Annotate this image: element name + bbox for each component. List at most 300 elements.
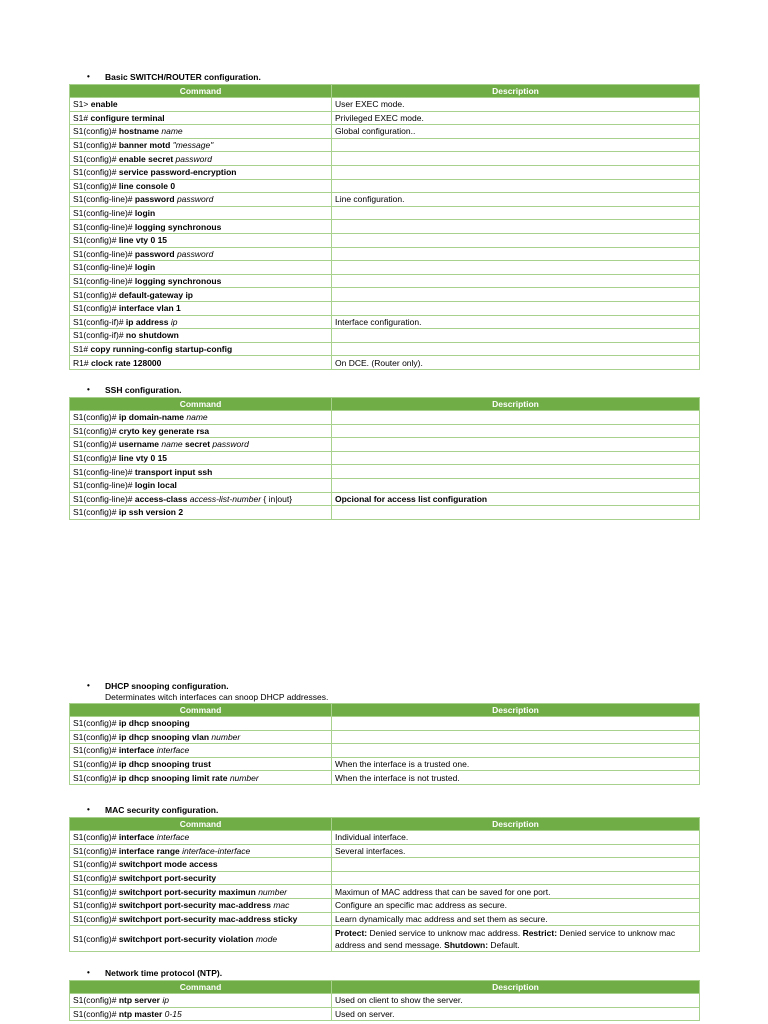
command-cell bbox=[70, 912, 332, 926]
command-argument: name bbox=[161, 439, 183, 450]
command-keyword: clock rate 128000 bbox=[90, 357, 162, 368]
bullet-icon: • bbox=[87, 681, 90, 690]
command-cell bbox=[70, 233, 332, 247]
command-cell bbox=[70, 492, 332, 506]
description-cell bbox=[332, 342, 700, 356]
description-cell bbox=[332, 152, 700, 166]
description-cell bbox=[332, 98, 700, 112]
command-cell bbox=[70, 152, 332, 166]
command-keyword: switchport mode access bbox=[118, 859, 218, 870]
command-cell bbox=[70, 506, 332, 520]
command-argument: number bbox=[211, 731, 241, 742]
section-basic-config bbox=[69, 70, 699, 370]
description-cell bbox=[332, 138, 700, 152]
description-cell bbox=[332, 757, 700, 771]
command-keyword: login local bbox=[134, 480, 177, 491]
command-keyword: switchport port-security bbox=[118, 873, 217, 884]
description-cell bbox=[332, 730, 700, 744]
command-cell bbox=[70, 465, 332, 479]
table-row bbox=[70, 717, 700, 731]
description-text: User EXEC mode. bbox=[335, 99, 405, 110]
table-row bbox=[70, 315, 700, 329]
description-cell bbox=[332, 411, 700, 425]
command-prompt: S1(config)# bbox=[73, 859, 119, 870]
command-keyword: secret bbox=[182, 439, 213, 450]
description-cell bbox=[332, 288, 700, 302]
table-row bbox=[70, 492, 700, 506]
table-row bbox=[70, 179, 700, 193]
command-keyword: switchport port-security mac-address sticky bbox=[118, 913, 298, 924]
command-cell bbox=[70, 730, 332, 744]
command-cell bbox=[70, 315, 332, 329]
command-prompt: S1# bbox=[73, 112, 91, 123]
command-keyword: ip dhcp snooping vlan bbox=[118, 731, 212, 742]
command-cell bbox=[70, 411, 332, 425]
command-cell bbox=[70, 438, 332, 452]
command-argument: interface bbox=[156, 745, 190, 756]
command-cell bbox=[70, 771, 332, 785]
command-prompt: S1(config-line)# bbox=[73, 466, 135, 477]
table-row bbox=[70, 342, 700, 356]
description-cell bbox=[332, 247, 700, 261]
command-argument: 0-15 bbox=[164, 1008, 182, 1019]
command-keyword: cryto key generate rsa bbox=[118, 425, 210, 436]
table-row bbox=[70, 274, 700, 288]
command-prompt: S1(config)# bbox=[73, 772, 119, 783]
command-keyword: interface bbox=[118, 745, 157, 756]
description-cell bbox=[332, 898, 700, 912]
command-keyword: banner motd bbox=[118, 140, 173, 151]
description-cell bbox=[332, 329, 700, 343]
description-text: When the interface is a trusted one. bbox=[335, 759, 470, 770]
command-argument: number bbox=[258, 886, 288, 897]
command-prompt: S1> bbox=[73, 99, 91, 110]
description-text: Interface configuration. bbox=[335, 316, 422, 327]
command-argument: ip bbox=[162, 995, 169, 1006]
table-header-row bbox=[70, 398, 700, 411]
description-cell bbox=[332, 179, 700, 193]
heading-text: Basic SWITCH/ROUTER configuration. bbox=[105, 72, 261, 82]
command-cell bbox=[70, 125, 332, 139]
description-cell bbox=[332, 206, 700, 220]
command-prompt: S1(config)# bbox=[73, 303, 119, 314]
table-header-row bbox=[70, 981, 700, 994]
table-row bbox=[70, 831, 700, 845]
command-prompt: S1(config-if)# bbox=[73, 316, 126, 327]
description-cell bbox=[332, 994, 700, 1008]
command-keyword: ip dhcp snooping trust bbox=[118, 759, 211, 770]
description-cell bbox=[332, 492, 700, 506]
command-cell bbox=[70, 994, 332, 1008]
table-row bbox=[70, 730, 700, 744]
description-text: When the interface is not trusted. bbox=[335, 772, 460, 783]
command-argument: mode bbox=[255, 933, 278, 944]
command-keyword: login bbox=[134, 208, 156, 219]
table-row bbox=[70, 744, 700, 758]
description-cell bbox=[332, 771, 700, 785]
description-cell bbox=[332, 858, 700, 872]
command-keyword: ip ssh version 2 bbox=[118, 507, 184, 518]
command-prompt: S1(config-if)# bbox=[73, 330, 126, 341]
table-row bbox=[70, 465, 700, 479]
command-keyword: service password-encryption bbox=[118, 167, 237, 178]
description-text: Maximun of MAC address that can be saved for one port. bbox=[335, 886, 551, 897]
command-prompt: S1(config-line)# bbox=[73, 221, 135, 232]
description-cell bbox=[332, 885, 700, 899]
description-text: Learn dynamically mac address and set them as secure. bbox=[335, 913, 548, 924]
table-row bbox=[70, 912, 700, 926]
description-cell bbox=[332, 220, 700, 234]
description-text: Denied service to unknow mac address and send message. bbox=[335, 927, 676, 950]
description-cell bbox=[332, 111, 700, 125]
command-keyword: password bbox=[134, 248, 177, 259]
bullet-icon: • bbox=[87, 72, 90, 81]
command-prompt: S1(config)# bbox=[73, 745, 119, 756]
command-table bbox=[69, 397, 700, 520]
command-prompt: S1(config)# bbox=[73, 235, 119, 246]
command-argument: "message" bbox=[172, 140, 214, 151]
command-prompt: S1# bbox=[73, 343, 91, 354]
description-text: Used on server. bbox=[335, 1008, 395, 1019]
table-row bbox=[70, 1007, 700, 1021]
command-cell bbox=[70, 744, 332, 758]
section-heading bbox=[69, 679, 699, 693]
description-text: Individual interface. bbox=[335, 832, 409, 843]
command-keyword: ip dhcp snooping bbox=[118, 718, 190, 729]
description-cell bbox=[332, 424, 700, 438]
column-header-description: Description bbox=[332, 704, 700, 717]
table-row bbox=[70, 206, 700, 220]
description-cell bbox=[332, 871, 700, 885]
command-prompt: S1(config)# bbox=[73, 425, 119, 436]
description-text: Several interfaces. bbox=[335, 845, 406, 856]
description-cell bbox=[332, 261, 700, 275]
table-row bbox=[70, 994, 700, 1008]
command-table bbox=[69, 84, 700, 370]
column-header-description: Description bbox=[332, 981, 700, 994]
command-cell bbox=[70, 288, 332, 302]
table-row bbox=[70, 871, 700, 885]
table-row bbox=[70, 233, 700, 247]
description-cell bbox=[332, 717, 700, 731]
command-prompt: S1(config-line)# bbox=[73, 276, 135, 287]
description-cell bbox=[332, 926, 700, 952]
command-cell bbox=[70, 871, 332, 885]
command-cell bbox=[70, 329, 332, 343]
description-text: Denied service to unknow mac address. bbox=[367, 927, 523, 938]
command-argument: access-list-number bbox=[189, 493, 262, 504]
command-argument: password bbox=[212, 439, 249, 450]
description-cell bbox=[332, 233, 700, 247]
table-row bbox=[70, 98, 700, 112]
heading-text: MAC security configuration. bbox=[105, 805, 219, 815]
table-row bbox=[70, 111, 700, 125]
command-prompt: S1(config)# bbox=[73, 167, 119, 178]
description-text: Configure an specific mac address as secure. bbox=[335, 900, 507, 911]
section-mac-security-config bbox=[69, 803, 699, 952]
command-table bbox=[69, 980, 700, 1021]
command-keyword: ip domain-name bbox=[118, 412, 187, 423]
command-keyword: ip dhcp snooping limit rate bbox=[118, 772, 230, 783]
description-mode-label: Shutdown: bbox=[444, 939, 489, 950]
command-cell bbox=[70, 98, 332, 112]
command-cell bbox=[70, 1007, 332, 1021]
section-heading bbox=[69, 70, 699, 84]
description-text: Default. bbox=[488, 939, 520, 950]
description-cell bbox=[332, 831, 700, 845]
command-cell bbox=[70, 111, 332, 125]
command-cell bbox=[70, 478, 332, 492]
command-prompt: S1(config)# bbox=[73, 507, 119, 518]
table-row bbox=[70, 329, 700, 343]
bullet-icon: • bbox=[87, 385, 90, 394]
table-row bbox=[70, 757, 700, 771]
command-keyword: hostname bbox=[118, 126, 162, 137]
column-header-command: Command bbox=[70, 818, 332, 831]
table-row bbox=[70, 844, 700, 858]
command-keyword: ntp server bbox=[118, 995, 163, 1006]
command-keyword: line vty 0 15 bbox=[118, 235, 168, 246]
command-keyword: username bbox=[118, 439, 162, 450]
command-cell bbox=[70, 831, 332, 845]
section-ntp-config bbox=[69, 966, 699, 1021]
command-table bbox=[69, 817, 700, 952]
command-prompt: S1(config)# bbox=[73, 140, 119, 151]
command-cell bbox=[70, 757, 332, 771]
section-heading bbox=[69, 966, 699, 980]
command-keyword: ntp master bbox=[118, 1008, 165, 1019]
table-row bbox=[70, 138, 700, 152]
command-keyword: interface bbox=[118, 832, 157, 843]
command-cell bbox=[70, 926, 332, 952]
command-prompt: S1(config)# bbox=[73, 412, 119, 423]
heading-text: DHCP snooping configuration. bbox=[105, 681, 229, 691]
table-header-row bbox=[70, 85, 700, 98]
description-cell bbox=[332, 478, 700, 492]
description-cell bbox=[332, 451, 700, 465]
description-cell bbox=[332, 125, 700, 139]
command-keyword: logging synchronous bbox=[134, 221, 222, 232]
section-heading bbox=[69, 383, 699, 397]
command-cell bbox=[70, 206, 332, 220]
description-cell bbox=[332, 912, 700, 926]
table-row bbox=[70, 885, 700, 899]
command-prompt: S1(config)# bbox=[73, 832, 119, 843]
description-cell bbox=[332, 356, 700, 370]
command-prompt: S1(config-line)# bbox=[73, 248, 135, 259]
command-keyword: login bbox=[134, 262, 156, 273]
command-prompt: S1(config-line)# bbox=[73, 493, 135, 504]
command-argument: mac bbox=[273, 900, 290, 911]
table-header-row bbox=[70, 704, 700, 717]
command-keyword: switchport port-security maximun bbox=[118, 886, 259, 897]
description-cell bbox=[332, 844, 700, 858]
command-cell bbox=[70, 342, 332, 356]
command-cell bbox=[70, 193, 332, 207]
table-row bbox=[70, 926, 700, 952]
table-row bbox=[70, 193, 700, 207]
table-row bbox=[70, 506, 700, 520]
command-prompt: S1(config)# bbox=[73, 1008, 119, 1019]
command-cell bbox=[70, 179, 332, 193]
description-cell bbox=[332, 438, 700, 452]
description-cell bbox=[332, 465, 700, 479]
command-keyword: line vty 0 15 bbox=[118, 453, 168, 464]
command-cell bbox=[70, 247, 332, 261]
command-cell bbox=[70, 424, 332, 438]
command-prompt: S1(config)# bbox=[73, 995, 119, 1006]
command-prompt: S1(config-line)# bbox=[73, 208, 135, 219]
table-row bbox=[70, 165, 700, 179]
description-cell bbox=[332, 506, 700, 520]
command-keyword: switchport port-security mac-address bbox=[118, 900, 274, 911]
description-cell bbox=[332, 315, 700, 329]
table-row bbox=[70, 478, 700, 492]
table-row bbox=[70, 301, 700, 315]
command-keyword: default-gateway ip bbox=[118, 289, 193, 300]
command-options: { in|out} bbox=[261, 493, 293, 504]
command-cell bbox=[70, 356, 332, 370]
command-prompt: S1(config)# bbox=[73, 289, 119, 300]
description-cell bbox=[332, 193, 700, 207]
command-argument: password bbox=[175, 153, 212, 164]
command-prompt: S1(config)# bbox=[73, 718, 119, 729]
command-keyword: enable bbox=[90, 99, 118, 110]
description-mode-label: Restrict: bbox=[522, 927, 558, 938]
command-keyword: line console 0 bbox=[118, 180, 176, 191]
bullet-icon: • bbox=[87, 968, 90, 977]
section-ssh-config bbox=[69, 383, 699, 520]
command-argument: name bbox=[161, 126, 183, 137]
table-row bbox=[70, 247, 700, 261]
command-prompt: S1(config)# bbox=[73, 900, 119, 911]
table-row bbox=[70, 438, 700, 452]
command-argument: password bbox=[176, 194, 214, 205]
command-prompt: S1(config-line)# bbox=[73, 194, 135, 205]
command-keyword: no shutdown bbox=[125, 330, 179, 341]
command-table bbox=[69, 703, 700, 785]
column-header-command: Command bbox=[70, 85, 332, 98]
command-cell bbox=[70, 165, 332, 179]
description-cell bbox=[332, 744, 700, 758]
description-cell bbox=[332, 165, 700, 179]
command-keyword: ip address bbox=[125, 316, 171, 327]
section-heading bbox=[69, 803, 699, 817]
table-row bbox=[70, 451, 700, 465]
table-row bbox=[70, 858, 700, 872]
command-keyword: interface range bbox=[118, 845, 183, 856]
command-keyword: access-class bbox=[134, 493, 190, 504]
command-prompt: S1(config)# bbox=[73, 913, 119, 924]
command-argument: name bbox=[186, 412, 208, 423]
column-header-description: Description bbox=[332, 85, 700, 98]
command-keyword: logging synchronous bbox=[134, 276, 222, 287]
command-prompt: S1(config)# bbox=[73, 886, 119, 897]
command-argument: number bbox=[229, 772, 259, 783]
description-mode-label: Protect: bbox=[335, 927, 368, 938]
command-cell bbox=[70, 261, 332, 275]
table-row bbox=[70, 356, 700, 370]
column-header-description: Description bbox=[332, 818, 700, 831]
command-keyword: enable secret bbox=[118, 153, 176, 164]
command-prompt: S1(config)# bbox=[73, 873, 119, 884]
command-prompt: S1(config-line)# bbox=[73, 262, 135, 273]
command-cell bbox=[70, 274, 332, 288]
table-row bbox=[70, 411, 700, 425]
command-prompt: S1(config)# bbox=[73, 453, 119, 464]
command-prompt: S1(config)# bbox=[73, 845, 119, 856]
command-cell bbox=[70, 885, 332, 899]
heading-text: Network time protocol (NTP). bbox=[105, 968, 223, 978]
command-keyword: password bbox=[134, 194, 177, 205]
command-prompt: S1(config)# bbox=[73, 180, 119, 191]
command-keyword: copy running-config startup-config bbox=[90, 343, 233, 354]
command-keyword: interface vlan 1 bbox=[118, 303, 181, 314]
command-cell bbox=[70, 717, 332, 731]
command-argument: interface bbox=[156, 832, 190, 843]
description-text: Used on client to show the server. bbox=[335, 995, 463, 1006]
description-text: Opcional for access list configuration bbox=[335, 493, 488, 504]
command-prompt: S1(config)# bbox=[73, 439, 119, 450]
table-row bbox=[70, 152, 700, 166]
table-row bbox=[70, 898, 700, 912]
command-argument: ip bbox=[170, 316, 178, 327]
description-text: Privileged EXEC mode. bbox=[335, 112, 424, 123]
command-cell bbox=[70, 844, 332, 858]
table-row bbox=[70, 261, 700, 275]
table-row bbox=[70, 771, 700, 785]
command-argument: password bbox=[176, 248, 214, 259]
table-row bbox=[70, 125, 700, 139]
command-prompt: S1(config)# bbox=[73, 731, 119, 742]
command-cell bbox=[70, 220, 332, 234]
description-cell bbox=[332, 301, 700, 315]
command-prompt: S1(config)# bbox=[73, 933, 119, 944]
section-dhcp-snooping-config bbox=[69, 679, 699, 785]
description-text: On DCE. (Router only). bbox=[335, 357, 423, 368]
column-header-command: Command bbox=[70, 704, 332, 717]
command-cell bbox=[70, 898, 332, 912]
table-row bbox=[70, 220, 700, 234]
description-text: Line configuration. bbox=[335, 194, 405, 205]
bullet-icon: • bbox=[87, 805, 90, 814]
column-header-command: Command bbox=[70, 981, 332, 994]
table-header-row bbox=[70, 818, 700, 831]
command-cell bbox=[70, 858, 332, 872]
command-prompt: R1# bbox=[73, 357, 91, 368]
description-cell bbox=[332, 274, 700, 288]
description-text: Global configuration.. bbox=[335, 126, 416, 137]
table-row bbox=[70, 424, 700, 438]
command-argument: interface-interface bbox=[182, 845, 251, 856]
command-cell bbox=[70, 138, 332, 152]
heading-text: SSH configuration. bbox=[105, 385, 182, 395]
command-prompt: S1(config)# bbox=[73, 126, 119, 137]
command-keyword: transport input ssh bbox=[134, 466, 213, 477]
section-subtext: Determinates witch interfaces can snoop DHCP addresses. bbox=[105, 692, 329, 702]
column-header-description: Description bbox=[332, 398, 700, 411]
command-keyword: configure terminal bbox=[90, 112, 165, 123]
command-keyword: switchport port-security violation bbox=[118, 933, 256, 944]
description-cell bbox=[332, 1007, 700, 1021]
command-prompt: S1(config)# bbox=[73, 153, 119, 164]
command-cell bbox=[70, 451, 332, 465]
command-prompt: S1(config-line)# bbox=[73, 480, 135, 491]
column-header-command: Command bbox=[70, 398, 332, 411]
table-row bbox=[70, 288, 700, 302]
command-cell bbox=[70, 301, 332, 315]
command-prompt: S1(config)# bbox=[73, 759, 119, 770]
